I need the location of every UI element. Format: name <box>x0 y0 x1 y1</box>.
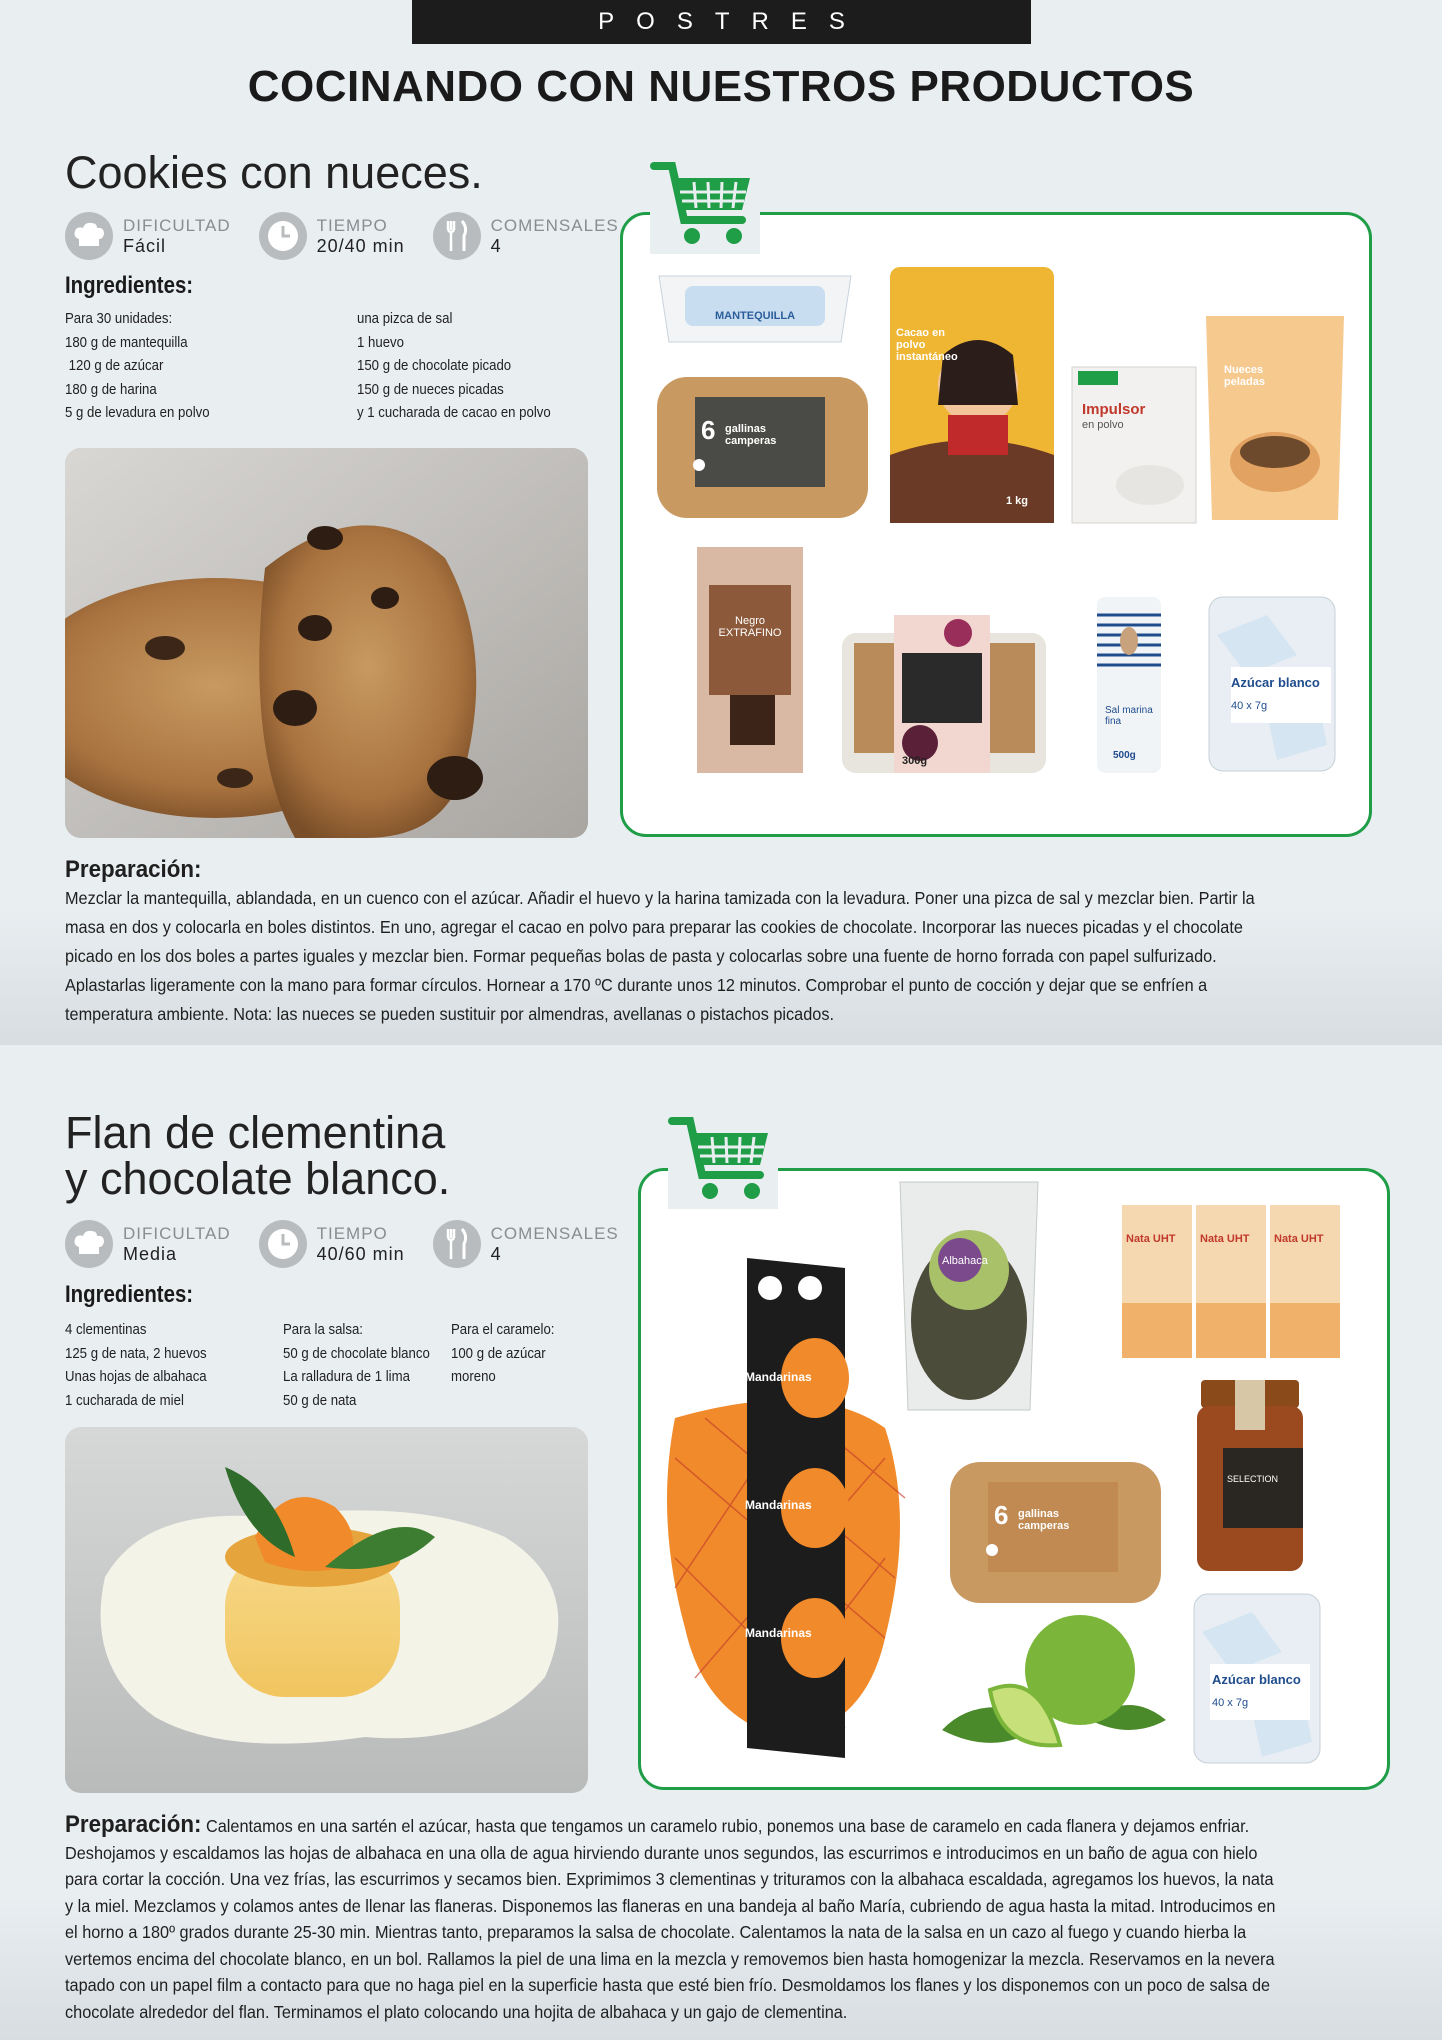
salt-weight: 500g <box>1113 750 1136 761</box>
eggs-count: 6 <box>701 415 716 445</box>
impulsor-product <box>1070 365 1198 525</box>
ingredient-item: La ralladura de 1 lima <box>283 1368 410 1385</box>
mandarinas-label: Mandarinas <box>745 1498 812 1512</box>
preparation-title: Preparación: <box>65 856 202 883</box>
eggs-label: gallinas camperas <box>1018 1508 1070 1532</box>
sugar-weight: 40 x 7g <box>1231 700 1268 712</box>
cookies-photo <box>65 448 588 838</box>
ingredient-item: una pizca de sal <box>357 310 453 327</box>
cacao-weight: 1 kg <box>1006 495 1029 507</box>
ingredient-item: 1 huevo <box>357 333 404 351</box>
difficulty-meta <box>65 212 231 260</box>
sugar-label: Azúcar blanco <box>1212 1672 1301 1687</box>
ingredients-column <box>65 1318 257 1412</box>
recipe-title-line: y chocolate blanco. <box>65 1153 451 1204</box>
ingredients-column <box>65 307 322 425</box>
ingredient-item: 50 g de chocolate blanco <box>283 1344 430 1362</box>
nata-product <box>1120 1203 1342 1360</box>
sugar-product <box>1207 595 1337 773</box>
chocolate-product <box>695 545 805 775</box>
clock-icon <box>259 212 307 260</box>
chef-hat-icon <box>65 212 113 260</box>
butter-label: MANTEQUILLA <box>715 310 796 322</box>
ingredient-item: 125 g de nata, 2 huevos <box>65 1344 207 1362</box>
preparation-title: Preparación: <box>65 1811 202 1838</box>
recipe-meta <box>65 1220 619 1268</box>
difficulty-label: DIFICULTAD <box>123 1223 231 1243</box>
ingredient-item: 150 g de nueces picadas <box>357 380 504 398</box>
albahaca-label: Albahaca <box>942 1255 988 1267</box>
ingredient-item: Para 30 unidades: <box>65 310 173 327</box>
ingredient-item: 1 cucharada de miel <box>65 1391 184 1409</box>
albahaca-product <box>890 1180 1048 1412</box>
preparation-text: Calentamos en una sartén el azúcar, hasta que tengamos un caramelo rubio, ponemos una base de caramelo en cada flanera y dejamos enfriar. Deshojamos y escaldamos las hojas de albahaca en una olla de agua hirviendo durante unos segundos, las escurrimos e introducimos en un baño de agua con hielo para cortar la cocción. Una vez frías, las escurrimos y secamos bien. Exprimimos 3 clementinas y trituramos con la albahaca escaldada, agregamos los huevos, la nata y la miel. Mezclamos y colamos antes de llenar las flaneras. Disponemos las flaneras en una bandeja al baño María, cubriendo de agua hasta la mitad. Introducimos en el horno a 180º grados durante 25-30 min. Mientras tanto, preparamos la salsa de chocolate. Calentamos la nata de la salsa en un cazo al fuego y cuando hierba la vertemos encima del chocolate blanco, en un bol. Rallamos la piel de una lima en la mezcla y removemos bien hasta homogenizar la mezcla. Reservamos en la nevera tapado con un papel film a contacto para que no haga piel en la superficie hasta que esté bien frío. Desmoldamos los flanes y los disponemos con un poco de salsa de chocolate alrededor del flan. Terminamos el plato colocando una hojita de albahaca y un gajo de clementina. <box>65 1816 1276 2022</box>
cutlery-icon <box>433 212 481 260</box>
ingredients-column <box>451 1318 592 1412</box>
nuts-mix-product <box>840 613 1048 775</box>
cacao-label: Cacao en polvo instantáneo <box>896 327 958 363</box>
difficulty-meta <box>65 1220 231 1268</box>
impulsor-label: Impulsor <box>1082 401 1146 418</box>
ingredient-item: 120 g de azúcar <box>65 357 164 374</box>
nueces-label: Nueces peladas <box>1224 364 1265 388</box>
recipe-title: Cookies con nueces. <box>65 147 483 198</box>
ingredients-title: Ingredientes: <box>65 1281 194 1308</box>
eggs-count: 6 <box>994 1500 1009 1530</box>
preparation-section <box>65 1812 1285 2025</box>
ingredient-item: 4 clementinas <box>65 1321 147 1338</box>
servings-value: 4 <box>490 1243 502 1264</box>
preparation-text: Mezclar la mantequilla, ablandada, en un cuenco con el azúcar. Añadir el huevo y la harina tamizada con la levadura. Poner una pizca de sal y mezclar bien. Partir la masa en dos y colocarla en boles distintos. En uno, agregar el cacao en polvo para preparar las cookies de chocolate. Incorporar las nueces picadas y el chocolate picado en los dos boles a partes iguales y mezclar bien. Formar pequeñas bolas de pasta y colocarlas sobre una fuente de horno forrada con papel sulfurizado. Aplastarlas ligeramente con la mano para formar círculos. Hornear a 170 ºC durante unos 12 minutos. Comprobar el punto de cocción y dejar que se enfríen a temperatura ambiente. Nota: las nueces se pueden sustituir por almendras, avellanas o pistachos picados. <box>65 888 1255 1024</box>
shopping-cart-icon <box>668 1113 778 1214</box>
servings-meta <box>433 1220 619 1268</box>
nata-label: Nata UHT <box>1126 1233 1176 1245</box>
time-value: 40/60 min <box>316 1243 405 1264</box>
difficulty-label: DIFICULTAD <box>123 215 231 235</box>
honey-label: SELECTION <box>1227 1474 1279 1484</box>
ingredient-item: 100 g de azúcar moreno <box>451 1344 546 1385</box>
recipe-title <box>65 1107 451 1204</box>
eggs-product <box>948 1460 1163 1605</box>
servings-label: COMENSALES <box>490 215 619 235</box>
ingredient-item: Para el caramelo: <box>451 1321 555 1338</box>
cacao-product <box>888 265 1056 525</box>
honey-product <box>1195 1378 1305 1573</box>
nueces-product <box>1200 312 1350 524</box>
chef-hat-icon <box>65 1220 113 1268</box>
ingredients-list <box>65 307 597 425</box>
section-banner: POSTRES <box>412 0 1031 44</box>
lime-product <box>940 1610 1168 1760</box>
nata-label: Nata UHT <box>1200 1233 1250 1245</box>
difficulty-value: Media <box>123 1243 178 1264</box>
ingredients-column <box>357 307 568 425</box>
salt-label: Sal marina fina <box>1105 705 1153 727</box>
flan-photo <box>65 1427 588 1793</box>
clock-icon <box>259 1220 307 1268</box>
ingredient-item: 50 g de nata <box>283 1391 357 1409</box>
difficulty-value: Fácil <box>123 235 167 256</box>
time-label: TIEMPO <box>316 215 388 235</box>
shopping-cart-icon <box>650 158 760 259</box>
sugar-product <box>1192 1592 1322 1765</box>
recipe-meta <box>65 212 619 260</box>
ingredient-item: 5 g de levadura en polvo <box>65 404 210 421</box>
servings-value: 4 <box>490 235 502 256</box>
eggs-product <box>655 375 870 520</box>
eggs-label: gallinas camperas <box>725 423 777 447</box>
ingredient-item: Para la salsa: <box>283 1321 363 1338</box>
salt-product <box>1095 595 1163 775</box>
cutlery-icon <box>433 1220 481 1268</box>
servings-label: COMENSALES <box>490 1223 619 1243</box>
page-title: COCINANDO CON NUESTROS PRODUCTOS <box>247 62 1195 111</box>
time-label: TIEMPO <box>316 1223 388 1243</box>
chocolate-label: Negro EXTRAFINO <box>718 615 782 639</box>
time-value: 20/40 min <box>316 235 405 256</box>
ingredient-item: 180 g de mantequilla <box>65 333 188 351</box>
butter-product <box>655 272 855 346</box>
mandarinas-product <box>665 1258 910 1763</box>
impulsor-sub: en polvo <box>1082 419 1124 431</box>
mandarinas-label: Mandarinas <box>745 1370 812 1384</box>
time-meta <box>259 1220 405 1268</box>
servings-meta <box>433 212 619 260</box>
mandarinas-label: Mandarinas <box>745 1626 812 1640</box>
sugar-weight: 40 x 7g <box>1212 1697 1249 1709</box>
nata-label: Nata UHT <box>1274 1233 1324 1245</box>
ingredients-title: Ingredientes: <box>65 272 194 299</box>
ingredients-column <box>283 1318 431 1412</box>
preparation-section <box>65 855 1285 1029</box>
time-meta <box>259 212 405 260</box>
ingredient-item: y 1 cucharada de cacao en polvo <box>357 404 551 421</box>
nuts-mix-weight: 300g <box>902 755 928 767</box>
ingredient-item: 180 g de harina <box>65 380 157 398</box>
sugar-label: Azúcar blanco <box>1231 675 1320 690</box>
recipe-title-line: Flan de clementina <box>65 1107 446 1158</box>
ingredient-item: 150 g de chocolate picado <box>357 357 512 374</box>
ingredient-item: Unas hojas de albahaca <box>65 1368 207 1385</box>
ingredients-list <box>65 1318 611 1412</box>
